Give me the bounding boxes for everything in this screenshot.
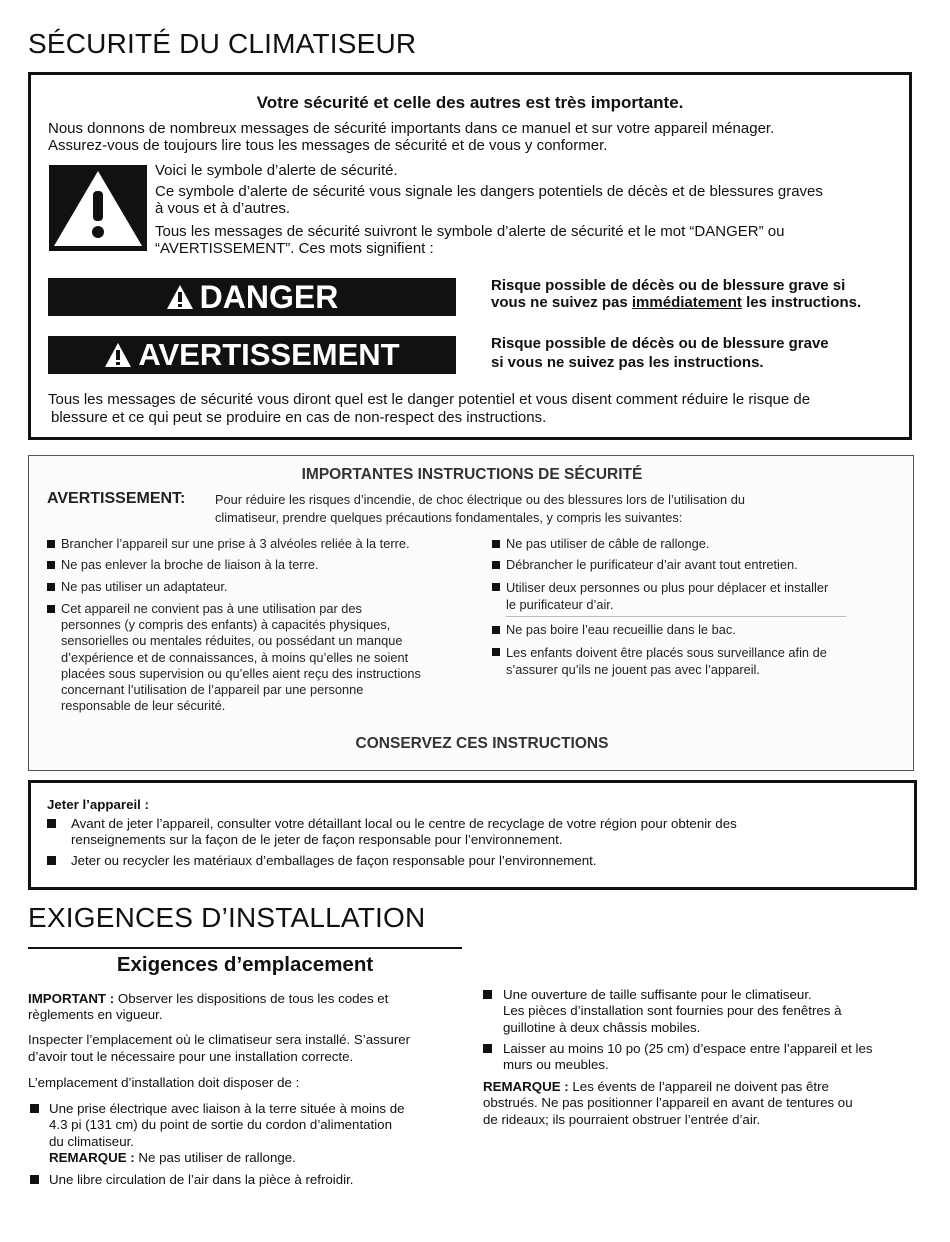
danger-desc-2: vous ne suivez pas immédiatement les instructions. [491, 294, 862, 311]
symbol-desc-1: Ce symbole d’alerte de sécurité vous signale les dangers potentiels de décès et de blessures graves [155, 183, 823, 200]
bullet-icon [47, 583, 55, 591]
list-item: Ne pas enlever la broche de liaison à la terre. [47, 557, 319, 573]
safety-heading: Votre sécurité et celle des autres est très importante. [256, 93, 684, 112]
instructions-warning-text-1: Pour réduire les risques d’incendie, de choc électrique ou des blessures lors de l’utilisation du [215, 492, 745, 507]
list-item: Cet appareil ne convient pas à une utilisation par des personnes (y compris des enfants) à capacités physiques, sensorielles ou mentales réduites, ou possédant un manque d’expérience et de connaissances, à moins qu’elles ne soient placées sous supervision ou qu’elles aient reçu des instructions concernant l’utilisation de l’appareil par une personne responsable de leur sécurité. [47, 601, 421, 714]
intro-line-2: Assurez-vous de toujours lire tous les messages de sécurité et de vous y conformer. [48, 137, 608, 154]
bullet-icon [492, 626, 500, 634]
messages-line-2: “AVERTISSEMENT”. Ces mots signifient : [155, 240, 434, 257]
location-intro: L’emplacement d’installation doit disposer de : [28, 1075, 300, 1090]
intro-line-1: Nous donnons de nombreux messages de sécurité importants dans ce manuel et sur votre appareil ménager. [48, 120, 775, 137]
safety-box [28, 72, 912, 440]
list-item: Ne pas utiliser de câble de rallonge. [492, 536, 709, 552]
warning-triangle-icon [104, 342, 132, 368]
symbol-text: Voici le symbole d’alerte de sécurité. [155, 162, 398, 179]
warning-banner [48, 336, 456, 374]
list-item: Utiliser deux personnes ou plus pour déplacer et installer le purificateur d’air. [492, 579, 828, 613]
page-title: SÉCURITÉ DU CLIMATISEUR [28, 28, 417, 59]
safety-footer-1: Tous les messages de sécurité vous diront quel est le danger potentiel et vous disent comment réduire le risque de [48, 391, 811, 408]
location-subtitle: Exigences d’emplacement [116, 953, 374, 976]
list-item: Une ouverture de taille suffisante pour le climatiseur. Les pièces d’installation sont fournies pour des fenêtres à guillotine à deux châssis mobiles. [483, 987, 842, 1036]
bullet-icon [483, 1044, 492, 1053]
warning-desc-2: si vous ne suivez pas les instructions. [491, 354, 764, 371]
messages-line-1: Tous les messages de sécurité suivront le symbole d’alerte de sécurité et le mot “DANGER” ou [155, 223, 785, 240]
divider [28, 947, 462, 949]
instructions-warning-label: AVERTISSEMENT: [47, 490, 186, 507]
bullet-icon [30, 1175, 39, 1184]
list-item: Une prise électrique avec liaison à la terre située à moins de 4.3 pi (131 cm) du point de sortie du cordon d’alimentation du climatiseur. REMARQUE : Ne pas utiliser de rallonge. [30, 1101, 405, 1166]
bullet-icon [47, 540, 55, 548]
inspect-line-1: Inspecter l’emplacement où le climatiseur sera installé. S’assurer [28, 1032, 411, 1047]
warning-triangle-icon [49, 165, 147, 251]
safety-alert-symbol [49, 165, 147, 251]
bullet-icon [30, 1104, 39, 1113]
bullet-icon [47, 561, 55, 569]
safety-footer-2: blessure et ce qui peut se produire en cas de non-respect des instructions. [51, 409, 547, 426]
bullet-icon [47, 819, 56, 828]
bullet-icon [492, 540, 500, 548]
bullet-icon [47, 605, 55, 613]
instructions-footer: CONSERVEZ CES INSTRUCTIONS [355, 735, 609, 752]
instructions-title: IMPORTANTES INSTRUCTIONS DE SÉCURITÉ [301, 466, 643, 483]
bullet-icon [492, 583, 500, 591]
list-item: Brancher l’appareil sur une prise à 3 alvéoles reliée à la terre. [47, 536, 410, 552]
divider [506, 616, 846, 617]
list-item: Débrancher le purificateur d’air avant tout entretien. [492, 557, 798, 573]
important-line-2: règlements en vigueur. [28, 1007, 163, 1022]
list-item: Jeter ou recycler les matériaux d’emballages de façon responsable pour l’environnement. [47, 853, 597, 869]
installation-title: EXIGENCES D’INSTALLATION [28, 902, 426, 933]
bullet-icon [492, 561, 500, 569]
important-instructions-box [28, 455, 914, 771]
warning-desc-1: Risque possible de décès ou de blessure grave [491, 335, 829, 352]
important-line-1: IMPORTANT : Observer les dispositions de tous les codes et [28, 991, 389, 1006]
instructions-warning-text-2: climatiseur, prendre quelques précautions fondamentales, y compris les suivantes: [215, 510, 683, 525]
emphasis-immediately: immédiatement [631, 294, 742, 311]
list-item: Une libre circulation de l’air dans la pièce à refroidir. [30, 1172, 354, 1188]
danger-desc-1: Risque possible de décès ou de blessure grave si [491, 277, 846, 294]
inspect-line-2: d’avoir tout le nécessaire pour une installation correcte. [28, 1049, 354, 1064]
vent-remark: REMARQUE : Les évents de l’appareil ne doivent pas être obstrués. Ne pas positionner l’appareil en avant de tentures ou de rideaux; ils pourraient obstruer l’entrée d’air. [483, 1079, 853, 1127]
list-item: Ne pas boire l’eau recueillie dans le bac. [492, 622, 736, 638]
list-item: Avant de jeter l’appareil, consulter votre détaillant local ou le centre de recyclage de votre région pour obtenir des renseignements sur la façon de le jeter de façon responsable pour l’environnement. [47, 816, 737, 847]
danger-banner [48, 278, 456, 316]
bullet-icon [483, 990, 492, 999]
list-item: Ne pas utiliser un adaptateur. [47, 579, 227, 595]
disposal-title: Jeter l’appareil : [47, 797, 149, 812]
list-item: Les enfants doivent être placés sous surveillance afin de s’assurer qu’ils ne jouent pas avec l’appareil. [492, 644, 827, 678]
disposal-box [28, 780, 917, 890]
danger-label: DANGER [199, 278, 339, 315]
bullet-icon [492, 648, 500, 656]
warning-label: AVERTISSEMENT [138, 337, 400, 372]
bullet-icon [47, 856, 56, 865]
symbol-desc-2: à vous et à d’autres. [155, 200, 291, 217]
warning-triangle-icon [166, 284, 194, 310]
list-item: Laisser au moins 10 po (25 cm) d’espace entre l’appareil et les murs ou meubles. [483, 1041, 873, 1074]
